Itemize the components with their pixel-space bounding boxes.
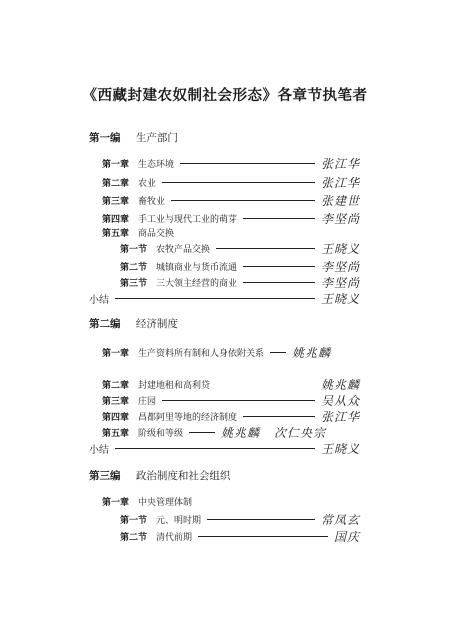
summary-label: 小结	[89, 445, 109, 456]
leader-line	[243, 416, 315, 417]
part-number: 第二编	[89, 318, 121, 330]
author-name: 李坚尚	[320, 212, 360, 226]
section-title: 城镇商业与货币流通	[156, 263, 238, 273]
section-title: 三大领主经营的商业	[156, 279, 238, 289]
leader-line	[180, 163, 315, 164]
author-name: 王晓义	[320, 242, 360, 256]
section-number: 第三节	[120, 279, 148, 289]
leader-line	[243, 282, 315, 283]
section-title: 清代前期	[156, 533, 193, 543]
part-title: 生产部门	[135, 132, 178, 144]
author-name: 姚兆麟	[221, 426, 261, 440]
chapter-title: 农业	[138, 179, 157, 189]
toc-entry	[102, 495, 360, 508]
author-name: 国庆	[333, 530, 360, 544]
toc-entry	[102, 344, 360, 361]
toc-entry	[102, 192, 360, 209]
author-name: 张江华	[320, 157, 360, 171]
toc-entry	[102, 226, 360, 239]
toc-entry	[120, 274, 360, 291]
section-number: 第一节	[120, 245, 148, 255]
toc-entry	[89, 440, 360, 457]
leader-line	[162, 182, 315, 183]
toc-entry	[102, 392, 360, 409]
leader-line	[270, 352, 286, 353]
leader-line	[207, 519, 315, 520]
author-name: 姚兆麟	[320, 378, 360, 392]
chapter-number: 第五章	[102, 229, 130, 239]
chapter-title: 生产资料所有制和人身依附关系	[138, 349, 265, 359]
chapter-title: 商品交换	[138, 229, 175, 239]
toc-entry	[120, 511, 360, 528]
section-number: 第二节	[120, 263, 148, 273]
chapter-title: 手工业与现代工业的萌芽	[138, 215, 238, 225]
part-number: 第三编	[89, 470, 121, 482]
leader-line	[243, 218, 315, 219]
chapter-number: 第一章	[102, 498, 130, 508]
leader-line	[216, 248, 315, 249]
leader-line	[115, 448, 315, 449]
part-2-heading	[89, 316, 178, 331]
leader-line	[162, 400, 315, 401]
toc-entry	[120, 240, 360, 257]
chapter-number: 第四章	[102, 215, 130, 225]
author-name: 张建世	[320, 194, 360, 208]
toc-entry	[89, 290, 360, 307]
toc-entry	[102, 424, 360, 441]
leader-line	[189, 432, 215, 433]
chapter-title: 畜牧业	[138, 197, 166, 207]
chapter-number: 第三章	[102, 397, 130, 407]
chapter-title: 封建地租和高利贷	[138, 381, 211, 391]
author-name: 常凤玄	[320, 513, 360, 527]
section-title: 农牧产品交换	[156, 245, 211, 255]
leader-line	[115, 298, 315, 299]
page-title: 《西藏封建农奴制社会形态》各章节执笔者	[82, 87, 368, 104]
chapter-title: 中央管理体制	[138, 498, 193, 508]
part-title: 政治制度和社会组织	[135, 470, 231, 482]
toc-entry	[102, 174, 360, 191]
part-number: 第一编	[89, 132, 121, 144]
chapter-number: 第四章	[102, 413, 130, 423]
chapter-number: 第二章	[102, 381, 130, 391]
toc-entry	[120, 258, 360, 275]
leader-line	[171, 200, 315, 201]
leader-line	[243, 266, 315, 267]
author-name: 王晓义	[320, 442, 360, 456]
chapter-number: 第一章	[102, 349, 130, 359]
chapter-number: 第一章	[102, 160, 130, 170]
section-number: 第二节	[120, 533, 148, 543]
author-name: 李坚尚	[320, 276, 360, 290]
author-name: 李坚尚	[320, 260, 360, 274]
chapter-title: 生态环境	[138, 160, 175, 170]
chapter-number: 第三章	[102, 197, 130, 207]
author-name: 张江华	[320, 176, 360, 190]
leader-line	[198, 536, 328, 537]
section-number: 第一节	[120, 516, 148, 526]
chapter-title: 庄园	[138, 397, 157, 407]
section-title: 元、明时期	[156, 516, 202, 526]
part-1-heading	[89, 130, 178, 145]
author-name: 王晓义	[320, 292, 360, 306]
toc-entry	[102, 408, 360, 425]
author-name: 张江华	[320, 410, 360, 424]
chapter-title: 昌都阿里等地的经济制度	[138, 413, 238, 423]
toc-entry	[102, 376, 360, 393]
toc-entry	[120, 528, 360, 545]
toc-entry	[102, 210, 360, 227]
co-author-name: 次仁央宗	[274, 426, 327, 440]
part-title: 经济制度	[135, 318, 178, 330]
chapter-number: 第二章	[102, 179, 130, 189]
summary-label: 小结	[89, 295, 109, 306]
chapter-number: 第五章	[102, 429, 130, 439]
author-name: 吴从众	[320, 394, 360, 408]
author-name: 姚兆麟	[292, 346, 332, 360]
part-3-heading	[89, 468, 230, 483]
chapter-title: 阶级和等级	[138, 429, 184, 439]
toc-entry	[102, 155, 360, 172]
